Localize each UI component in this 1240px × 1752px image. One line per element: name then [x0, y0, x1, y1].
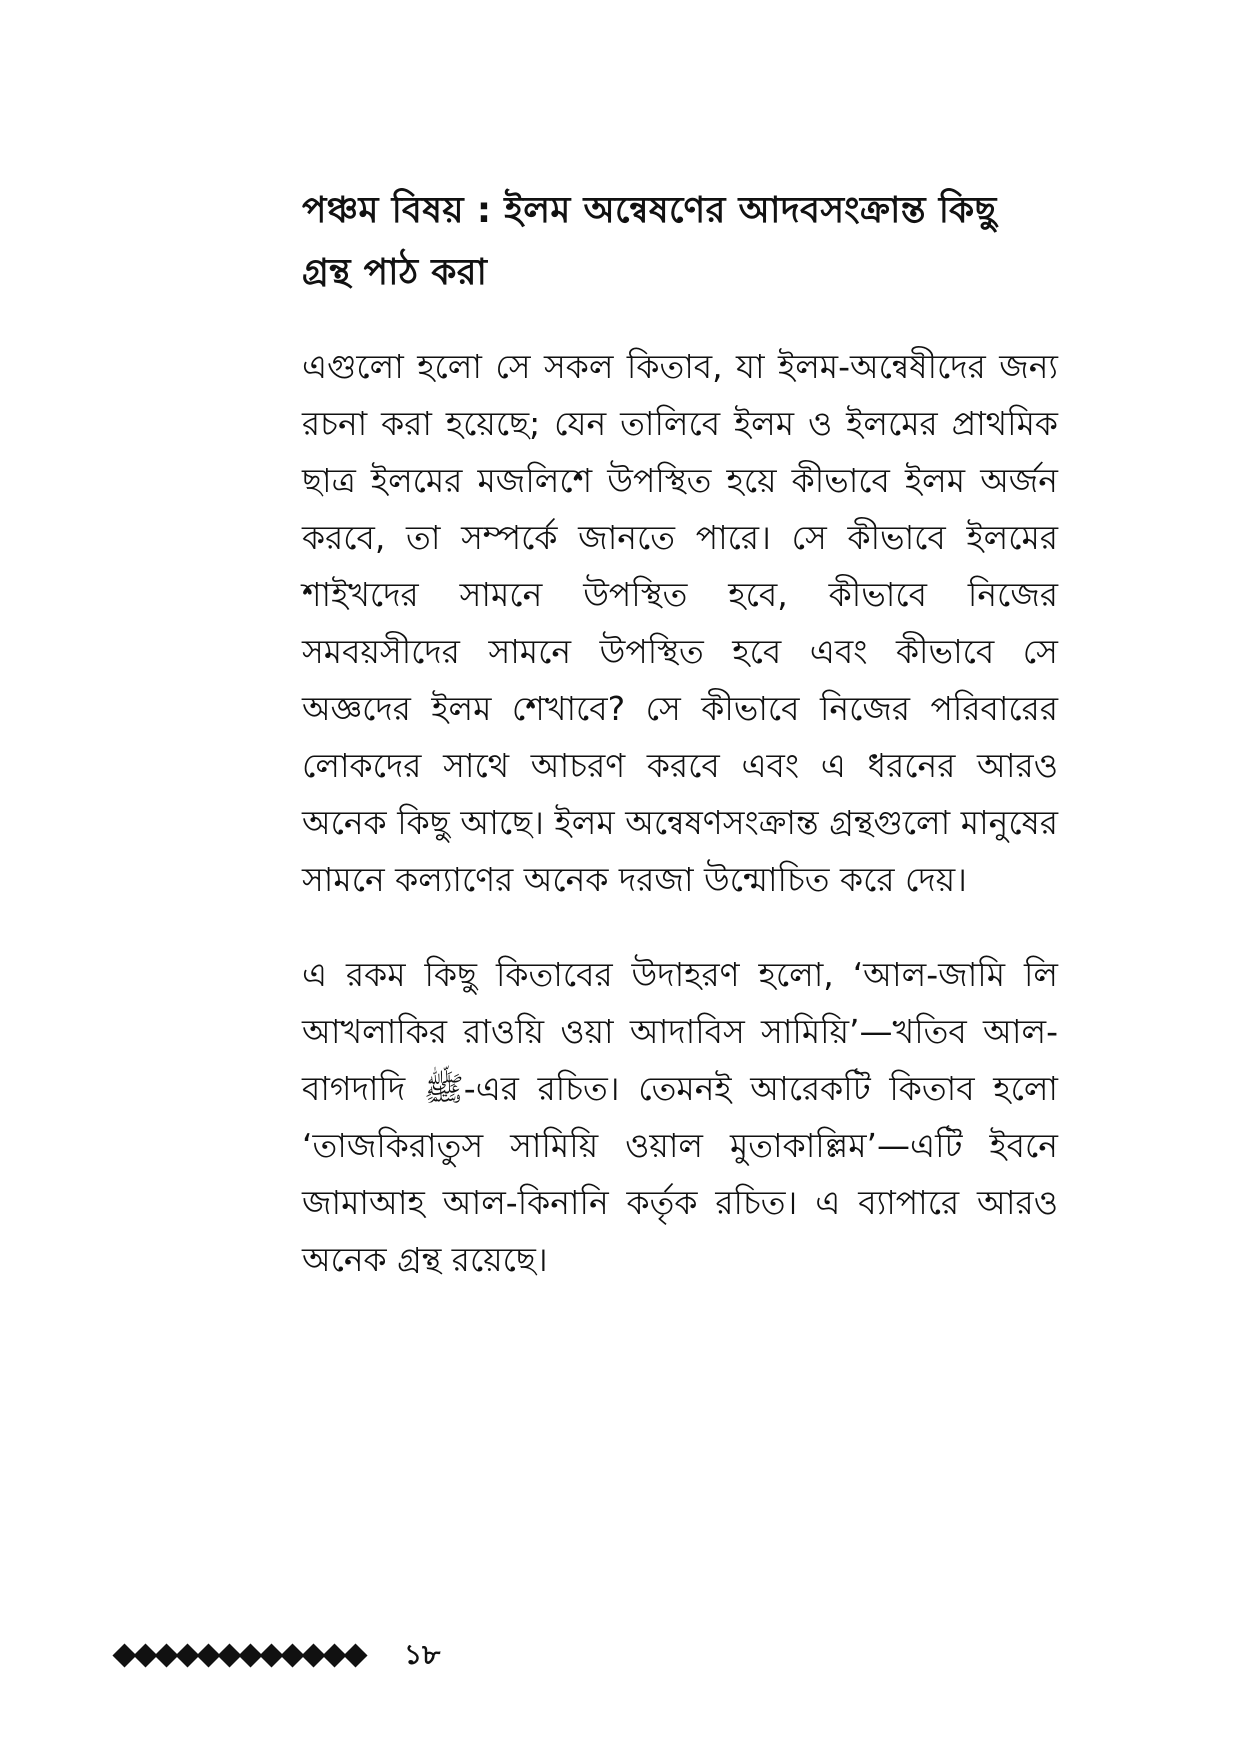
page-footer	[114, 1635, 440, 1675]
section-heading: পঞ্চম বিষয় : ইলম অন্বেষণের আদবসংক্রান্ত কিছু গ্রন্থ পাঠ করা	[302, 190, 997, 293]
paragraph-2: এ রকম কিছু কিতাবের উদাহরণ হলো, ‘আল-জামি লি আখলাকির রাওয়ি ওয়া আদাবিস সামিয়ি’—খতিব আল-বাগদাদি ﷺ-এর রচিত। তেমনই আরেকটি কিতাব হলো ‘তাজকিরাতুস সামিয়ি ওয়াল মুতাকাল্লিম’—এটি ইবনে জামাআহ আল-কিনানি কর্তৃক রচিত। এ ব্যাপারে আরও অনেক গ্রন্থ রয়েছে।	[302, 955, 1058, 1279]
diamond-icon	[343, 1643, 367, 1667]
paragraph-1: এগুলো হলো সে সকল কিতাব, যা ইলম-অন্বেষীদের জন্য রচনা করা হয়েছে; যেন তালিবে ইলম ও ইলমের প্রাথমিক ছাত্র ইলমের মজলিশে উপস্থিত হয়ে কীভাবে ইলম অর্জন করবে, তা সম্পর্কে জানতে পারে। সে কীভাবে ইলমের শাইখদের সামনে উপস্থিত হবে, কীভাবে নিজের সমবয়সীদের সামনে উপস্থিত হবে এবং কীভাবে সে অজ্ঞদের ইলম শেখাবে? সে কীভাবে নিজের পরিবারের লোকদের সাথে আচরণ করবে এবং এ ধরনের আরও অনেক কিছু আছে। ইলম অন্বেষণসংক্রান্ত গ্রন্থগুলো মানুষের সামনে কল্যাণের অনেক দরজা উন্মোচিত করে দেয়।	[302, 347, 1058, 899]
page-content	[302, 180, 1058, 1326]
page-number: ১৮	[404, 1638, 441, 1671]
diamond-ornament	[114, 1647, 366, 1664]
